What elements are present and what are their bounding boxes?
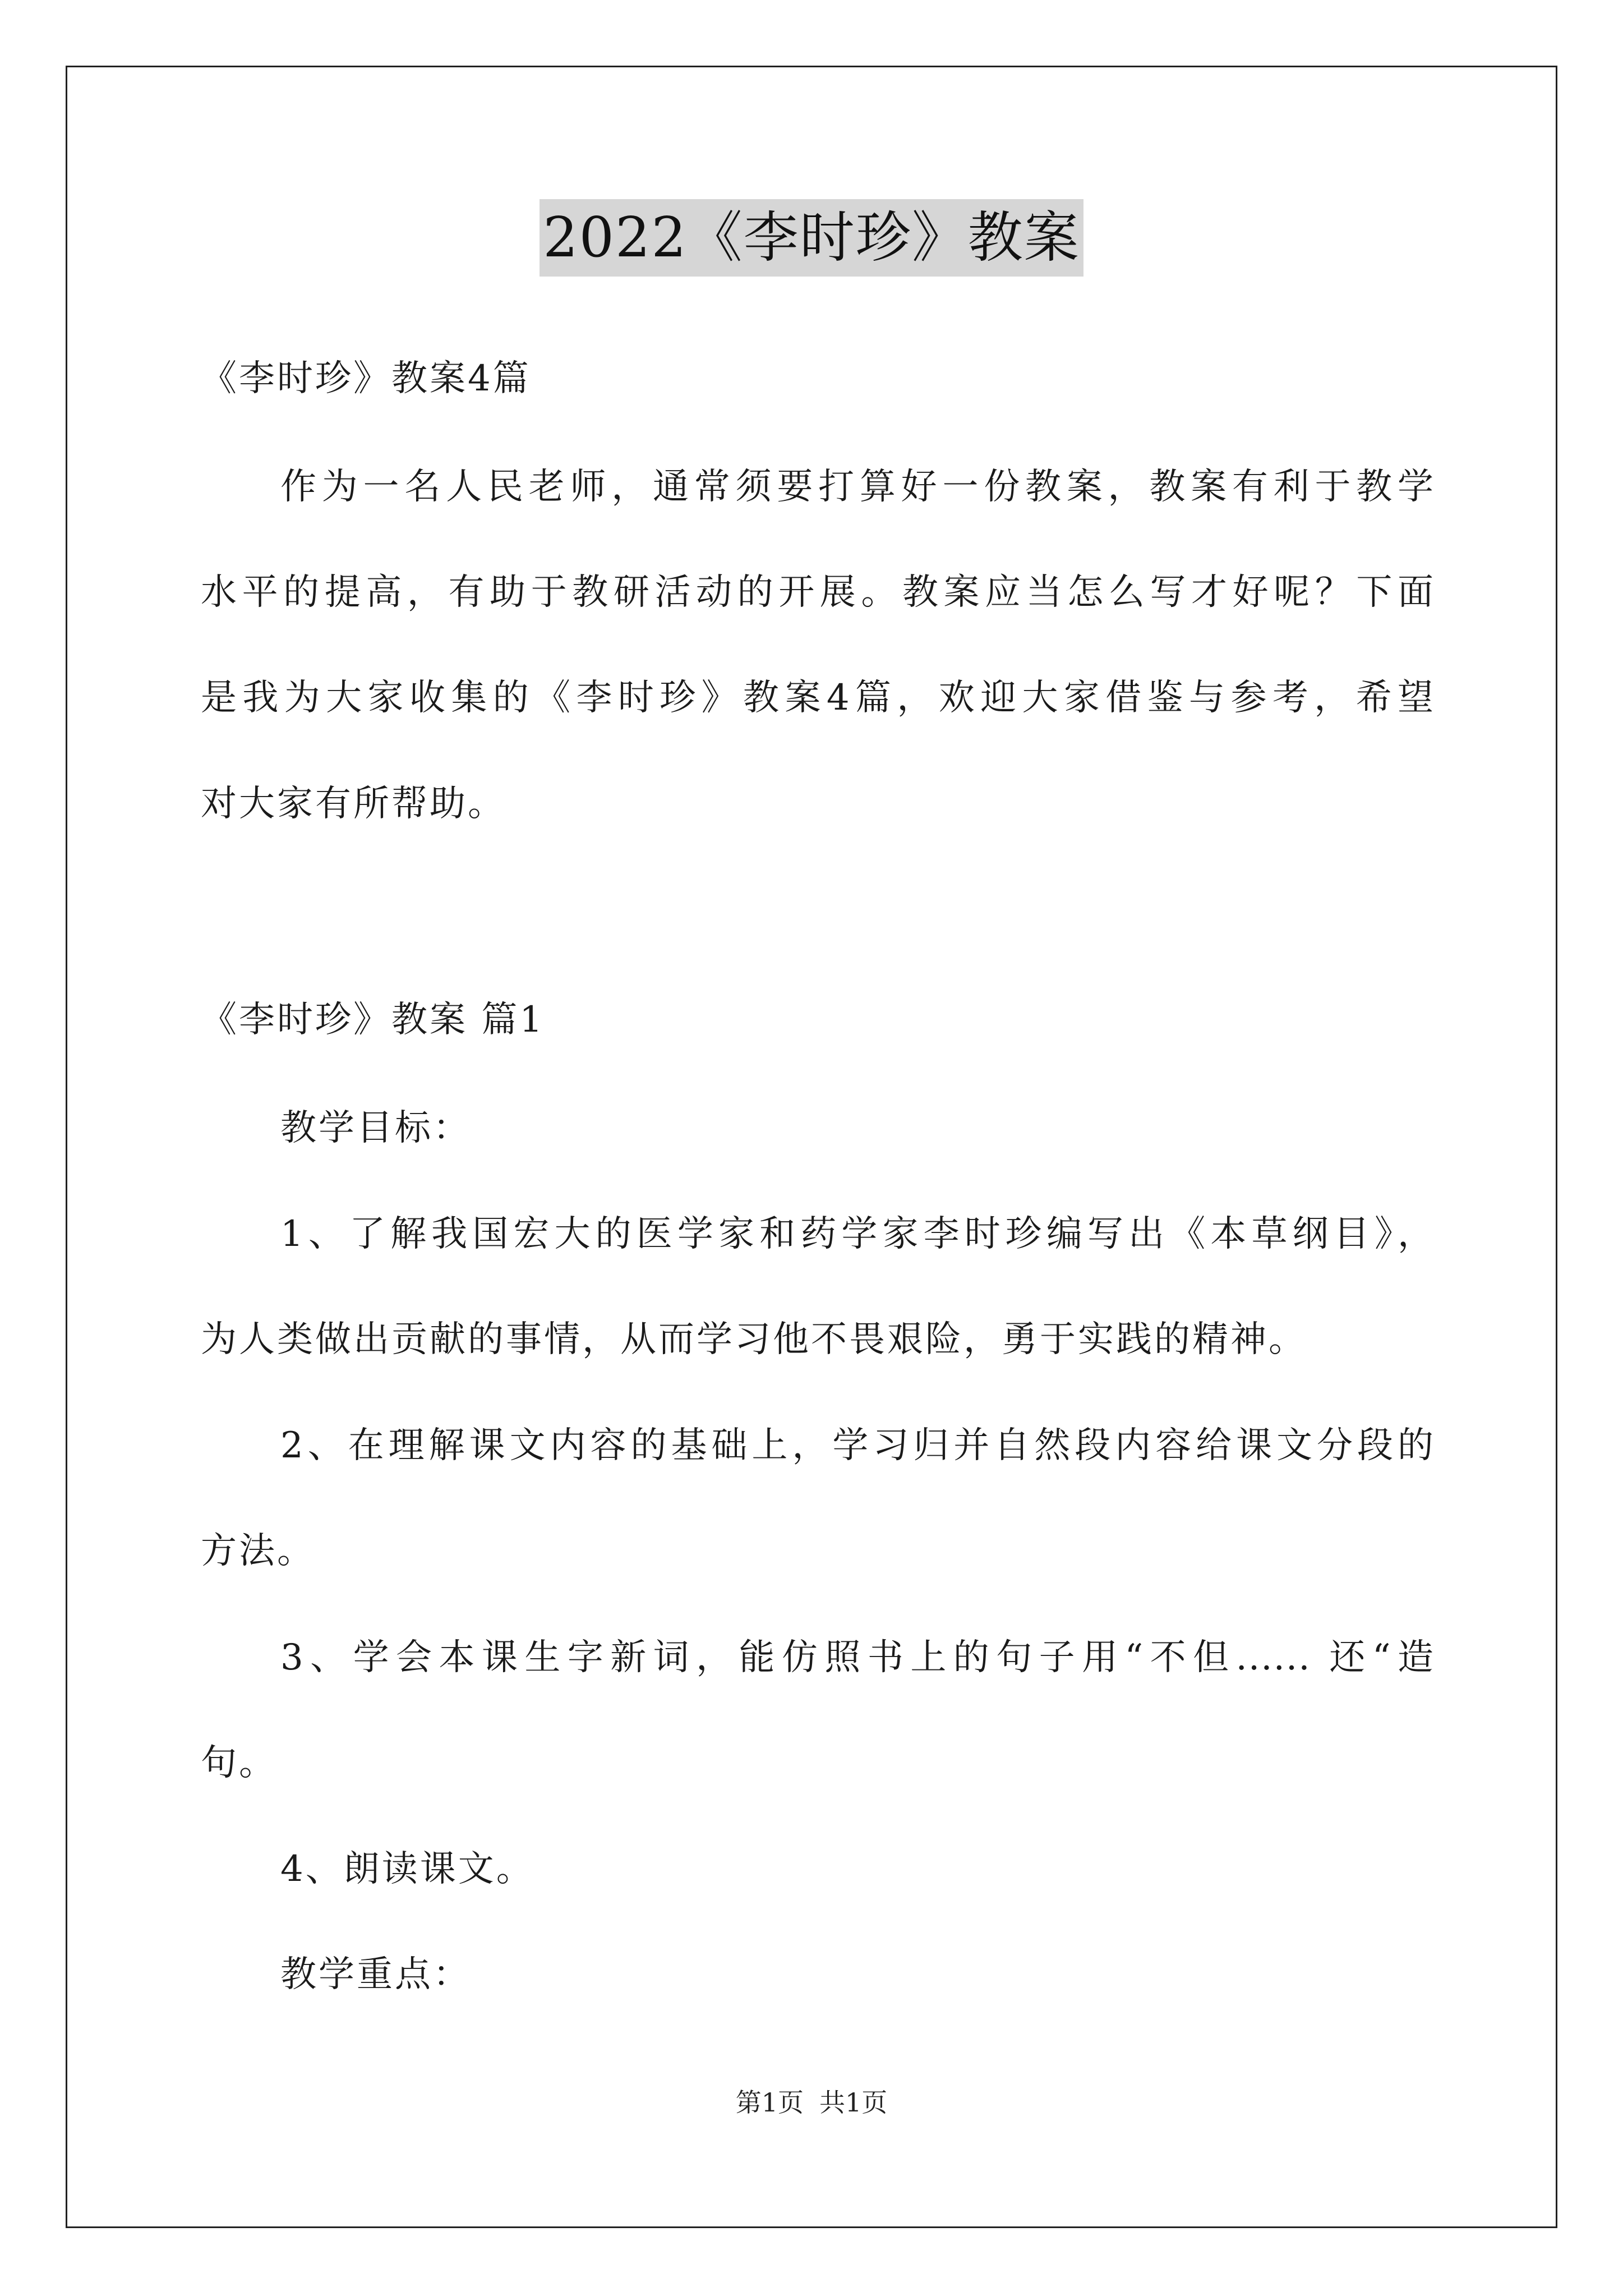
goal1-line-2: 为人类做出贡献的事情，从而学习他不畏艰险，勇于实践的精神。 [201,1319,1307,1360]
intro-line-3: 是我为大家收集的《李时珍》教案4篇，欢迎大家借鉴与参考，希望 [201,677,1435,719]
goal2-line-1: 2、在理解课文内容的基础上，学习归并自然段内容给课文分段的 [280,1425,1435,1466]
page-footer [0,2086,1623,2119]
document-subtitle: 《李时珍》教案4篇 [201,358,531,399]
goal3-line-1: 3、学会本课生字新词，能仿照书上的句子用“不但...... 还“造 [280,1637,1435,1678]
page-number-current: 第1页 [735,2087,804,2118]
intro-line-1: 作为一名人民老师，通常须要打算好一份教案，教案有利于教学 [280,466,1435,508]
goal2-line-2: 方法。 [201,1530,315,1572]
goal4-line: 4、朗读课文。 [280,1848,534,1890]
goal3-line-2: 句。 [201,1742,277,1784]
focus-heading: 教学重点： [280,1954,471,1995]
page-number-total: 共1页 [819,2087,888,2118]
section-heading: 《李时珍》教案 篇1 [201,999,545,1041]
goals-heading: 教学目标： [280,1107,471,1149]
intro-line-4: 对大家有所帮助。 [201,783,506,825]
document-title: 2022《李时珍》教案 [540,199,1083,277]
title-container [0,199,1623,277]
intro-line-2: 水平的提高，有助于教研活动的开展。教案应当怎么写才好呢？下面 [201,572,1435,613]
goal1-line-1: 1、了解我国宏大的医学家和药学家李时珍编写出《本草纲目》， [280,1213,1435,1255]
